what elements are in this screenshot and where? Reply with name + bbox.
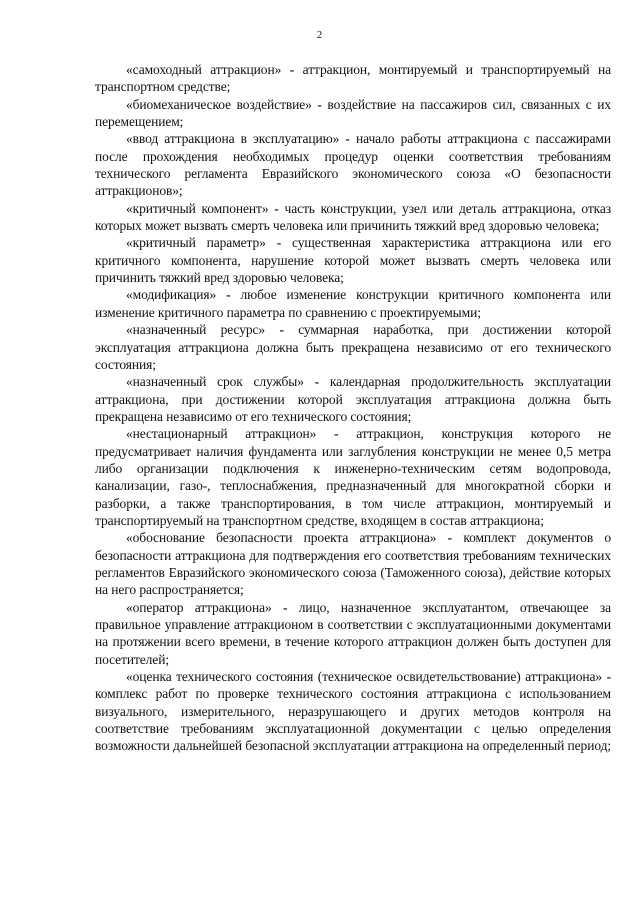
definition-term: «критичный параметр» [126,235,266,251]
definition-separator: - [447,530,453,546]
definition-text: часть конструкции, узел или деталь аттракциона, отказ которых может вызвать смерть человека или причинить тяжкий вред здоровью человека; [95,200,612,234]
definition-text: воздействие на пассажиров сил, связанных с их перемещением; [95,96,612,130]
definition-separator: - [334,426,339,442]
definition-paragraph [95,286,611,321]
definition-paragraph [95,529,611,598]
definition-text: аттракцион, конструкция которого не предусматривает наличия фундамента или заглубления конструкции не менее 0,5 метра либо организации подключения к инженерно-техническим сетям водопровода, канализации, газо-, теплоснабжения, предназначенный для многократной сборки и разборки, а также транспортирования, в том числе аттракцион, монтируемый и транспортируемый на транспортном средстве, входящем в состав аттракциона; [95,426,612,528]
definition-paragraph [95,234,611,286]
definition-separator: - [317,96,322,112]
document-body [95,61,611,755]
definition-separator: - [279,322,284,338]
definition-paragraph [95,425,611,529]
definition-text: календарная продолжительность эксплуатации аттракциона, при достижении которой эксплуатация аттракциона должна быть прекращена независимо от его технического состояния; [95,374,611,424]
page-number: 2 [316,29,323,41]
definition-term: «оценка технического состояния (техническое освидетельствование) аттракциона» [126,669,603,685]
definition-separator: - [314,374,320,390]
definition-paragraph [95,96,611,131]
definition-term: «критичный компонент» [126,200,269,216]
definition-paragraph [95,373,611,425]
definition-term: «самоходный аттракцион» [126,62,282,77]
definition-separator: - [606,669,611,685]
definition-text: лицо, назначенное эксплуатантом, отвечающее за правильное управление аттракционом в соответствии с эксплуатационными документами на протяжении всего времени, в течение которого аттракцион должен быть доступен для посетителей; [95,599,612,667]
definition-text: комплекс работ по проверке технического состояния аттракциона с использованием визуального, измерительного, неразрушающего и других методов контроля на соответствие требованиям эксплуатационной документации с целью определения возможности дальнейшей безопасной эксплуатации аттракциона на определенный период; [95,686,611,754]
definition-text: существенная характеристика аттракциона или его критичного компонента, нарушение которой может вызвать смерть человека или причинить тяжкий вред здоровью человека; [95,235,611,286]
definition-separator: - [274,200,279,216]
definition-paragraph [95,599,611,668]
definition-term: «модификация» [126,287,217,303]
definition-paragraph [95,321,611,373]
definition-text: аттракцион, монтируемый и транспортируемый на транспортном средстве; [95,62,612,95]
definition-separator: - [345,131,350,147]
definition-term: «нестационарный аттракцион» [126,426,317,442]
definition-paragraph [95,130,611,199]
definition-separator: - [282,599,288,615]
definition-term: «ввод аттракциона в эксплуатацию» [126,131,340,147]
definition-separator: - [289,62,295,77]
definition-text: любое изменение конструкции критичного компонента или изменение критичного параметра по сравнению с проектируемыми; [95,287,611,320]
definition-text: суммарная наработка, при достижении которой эксплуатация аттракциона должна быть прекращена независимо от его технического состояния; [95,322,612,372]
definition-term: «назначенный срок службы» [126,374,304,390]
definition-separator: - [226,287,231,303]
definition-text: начало работы аттракциона с пассажирами после прохождения необходимых процедур оценки соответствия требованиям технического регламента Евразийского экономического союза «О безопасности аттракционов»; [95,131,611,199]
definition-separator: - [276,235,282,251]
definition-paragraph [95,668,611,755]
definition-paragraph [95,61,611,96]
definition-term: «оператор аттракциона» [126,599,272,615]
definition-term: «назначенный ресурс» [126,322,266,338]
definition-term: «обоснование безопасности проекта аттракциона» [126,530,437,546]
definition-text: комплект документов о безопасности аттракциона для подтверждения его соответствия требованиям технических регламентов Евразийского экономического союза (Таможенного союза), действие которых на него распространяется; [95,530,611,598]
definition-term: «биомеханическое воздействие» [126,96,312,112]
definition-paragraph [95,200,611,235]
